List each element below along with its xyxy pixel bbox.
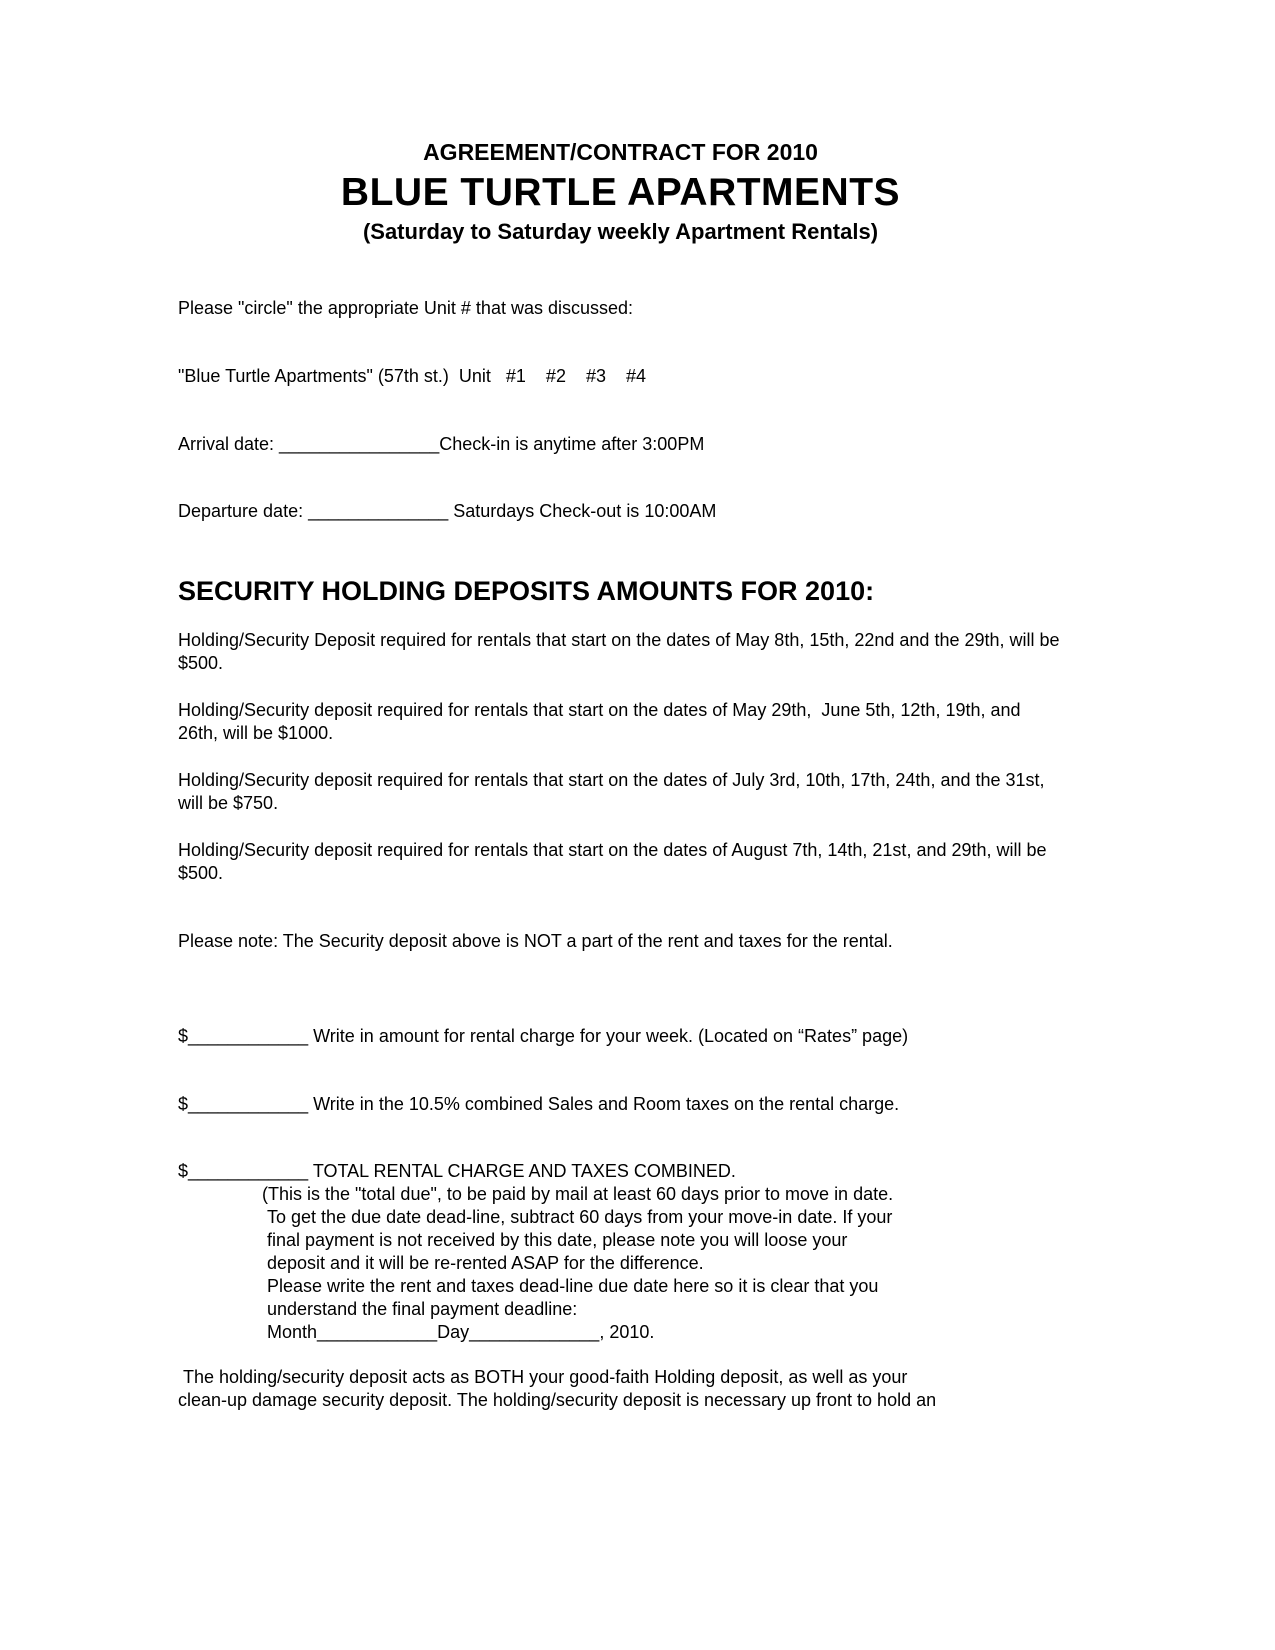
- total-due-note-line: deposit and it will be re-rented ASAP for the difference.: [262, 1253, 704, 1273]
- apartment-name-heading: BLUE TURTLE APARTMENTS: [340, 171, 901, 214]
- total-due-note-line: To get the due date dead-line, subtract 60 days from your move-in date. If your: [262, 1207, 893, 1227]
- payment-deadline-fill-in-line: Month____________Day_____________, 2010.: [262, 1322, 655, 1342]
- circle-instruction-text: Please "circle" the appropriate Unit # that was discussed:: [178, 298, 634, 318]
- departure-date-line: Departure date: ______________ Saturdays Check-out is 10:00AM: [178, 501, 717, 521]
- deposit-paragraph-august: Holding/Security deposit required for rentals that start on the dates of August 7th, 14th, 21st, and 29th, will be $500.: [178, 840, 1052, 883]
- security-deposits-heading: SECURITY HOLDING DEPOSITS AMOUNTS FOR 2010:: [178, 576, 875, 606]
- total-due-note-line: understand the final payment deadline:: [262, 1299, 578, 1319]
- deposit-note-text: Please note: The Security deposit above is NOT a part of the rent and taxes for the rental.: [178, 931, 893, 951]
- arrival-date-line: Arrival date: ________________Check-in is anytime after 3:00PM: [178, 434, 705, 454]
- deposit-paragraph-july: Holding/Security deposit required for rentals that start on the dates of July 3rd, 10th, 17th, 24th, and the 31st, will be $750.: [178, 770, 1050, 813]
- rental-period-subheading: (Saturday to Saturday weekly Apartment Rentals): [362, 219, 879, 244]
- taxes-line: $____________ Write in the 10.5% combined Sales and Room taxes on the rental charge.: [178, 1094, 900, 1114]
- closing-paragraph-line: The holding/security deposit acts as BOTH your good-faith Holding deposit, as well as your: [178, 1367, 908, 1387]
- deposit-paragraph-may-june: Holding/Security deposit required for rentals that start on the dates of May 29th, June 5th, 12th, 19th, and 26th, will be $1000.: [178, 700, 1026, 743]
- total-due-note-block: [178, 1183, 1063, 1344]
- total-due-note-line: final payment is not received by this date, please note you will loose your: [262, 1230, 848, 1250]
- unit-selection-line: "Blue Turtle Apartments" (57th st.) Unit #1 #2 #3 #4: [178, 366, 647, 386]
- contract-year-heading: AGREEMENT/CONTRACT FOR 2010: [423, 139, 818, 165]
- total-charge-line: $____________ TOTAL RENTAL CHARGE AND TAXES COMBINED.: [178, 1161, 736, 1181]
- total-due-note-line: (This is the "total due", to be paid by mail at least 60 days prior to move in date.: [262, 1184, 894, 1204]
- deposit-paragraph-may-early: Holding/Security Deposit required for rentals that start on the dates of May 8th, 15th, 22nd and the 29th, will be $500.: [178, 630, 1065, 673]
- total-due-note-line: Please write the rent and taxes dead-line due date here so it is clear that you: [262, 1276, 879, 1296]
- closing-paragraph-line: clean-up damage security deposit. The holding/security deposit is necessary up front to hold an: [178, 1390, 937, 1410]
- closing-paragraph: [178, 1366, 1063, 1412]
- rental-charge-line: $____________ Write in amount for rental charge for your week. (Located on “Rates” page): [178, 1026, 909, 1046]
- title-block: [178, 138, 1063, 245]
